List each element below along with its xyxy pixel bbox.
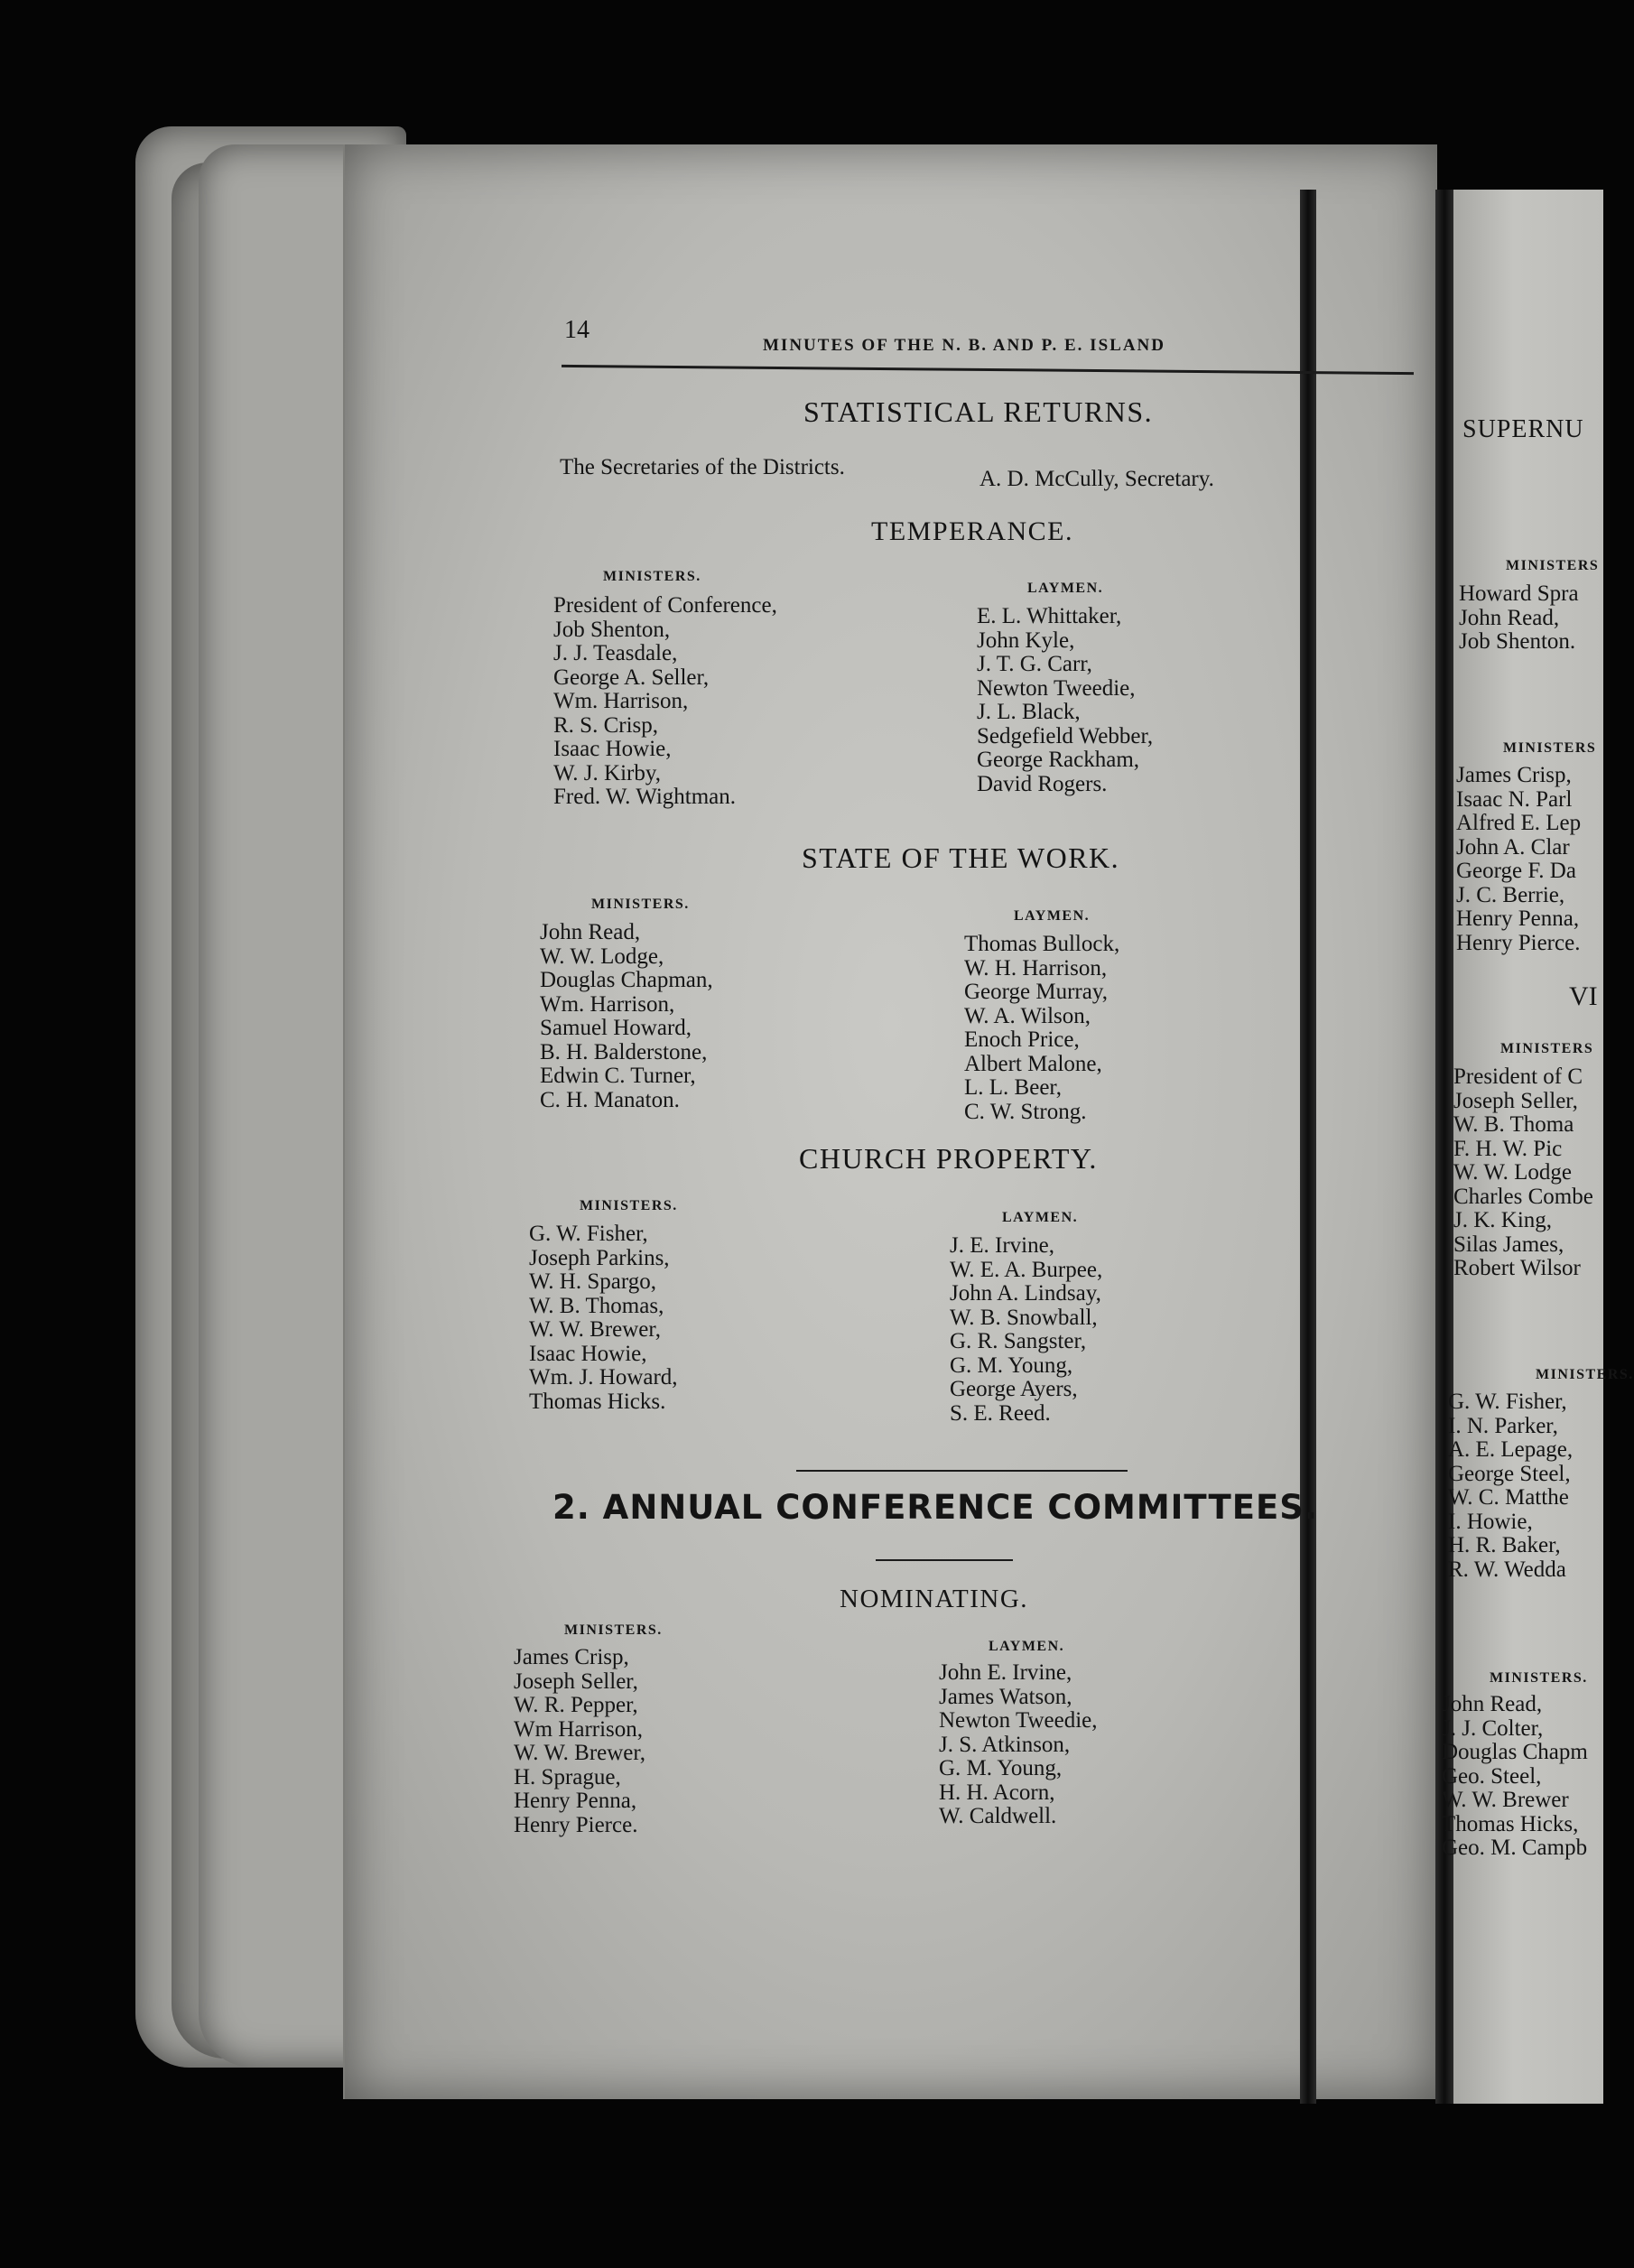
list-item: Douglas Chapman,: [540, 968, 713, 992]
right-page-list-5: [1442, 1693, 1588, 1861]
list-item: George Murray,: [964, 980, 1108, 1004]
list-item: Newton Tweedie,: [939, 1708, 1098, 1733]
list-item: R. W. Wedda: [1448, 1557, 1566, 1582]
list-item: G. W. Fisher,: [1448, 1390, 1567, 1414]
list-item: H. Sprague,: [514, 1764, 621, 1789]
right-page-heading-1: SUPERNU: [1462, 415, 1584, 443]
list-item: Geo. M. Campb: [1442, 1836, 1588, 1860]
list-item: John Kyle,: [977, 627, 1075, 653]
list-item: G. M. Young,: [939, 1756, 1063, 1780]
list-item: J. J. Teasdale,: [553, 641, 678, 665]
list-item: F. H. W. Pic: [1453, 1136, 1563, 1161]
list-item: G. R. Sangster,: [950, 1329, 1087, 1353]
nominating-heading: NOMINATING.: [840, 1585, 1029, 1613]
state-of-work-ministers-list: [540, 921, 713, 1112]
list-item: W. C. Matthe: [1448, 1485, 1569, 1510]
list-item: Wm. J. Howard,: [529, 1365, 678, 1390]
list-item: E. L. Whittaker,: [977, 604, 1122, 628]
list-item: John Read,: [1442, 1692, 1543, 1716]
list-item: Joseph Parkins,: [529, 1245, 670, 1270]
list-item: Robert Wilsor: [1453, 1256, 1581, 1280]
list-item: W. W. Brewer,: [514, 1741, 645, 1765]
list-item: G. W. Fisher,: [529, 1222, 648, 1246]
list-item: James Crisp,: [514, 1645, 629, 1669]
temperance-laymen-label: LAYMEN.: [1027, 581, 1104, 596]
list-item: W. B. Thoma: [1453, 1112, 1574, 1137]
list-item: J. K. King,: [1453, 1208, 1553, 1232]
right-page-label-3: MINISTERS: [1500, 1041, 1594, 1056]
list-item: W. H. Harrison,: [964, 955, 1108, 981]
list-item: James Watson,: [939, 1684, 1072, 1709]
list-item: W. W. Brewer,: [529, 1317, 661, 1342]
right-page-list-2: [1456, 764, 1581, 955]
right-page-heading-2: VI: [1569, 981, 1598, 1011]
page-number: 14: [564, 316, 590, 344]
list-item: Thomas Bullock,: [964, 932, 1120, 956]
list-item: W. Caldwell.: [939, 1804, 1057, 1828]
list-item: Alfred E. Lep: [1456, 811, 1582, 835]
running-title: MINUTES OF THE N. B. AND P. E. ISLAND: [763, 336, 1165, 355]
list-item: I. Howie,: [1448, 1509, 1533, 1534]
list-item: Joseph Seller,: [1453, 1088, 1578, 1113]
temperance-ministers-label: MINISTERS.: [603, 569, 701, 584]
title-underline: [876, 1559, 1013, 1561]
gutter: [1300, 190, 1316, 2104]
list-item: J. J. Colter,: [1442, 1715, 1544, 1741]
temperance-heading: TEMPERANCE.: [871, 516, 1074, 546]
list-item: Henry Pierce.: [1456, 930, 1581, 955]
list-item: J. C. Berrie,: [1456, 882, 1565, 907]
list-item: W. E. A. Burpee,: [950, 1257, 1103, 1282]
temperance-laymen-list: [977, 605, 1153, 796]
list-item: J. L. Black,: [977, 700, 1081, 724]
list-item: Howard Spra: [1459, 581, 1579, 606]
list-item: Sedgefield Webber,: [977, 723, 1154, 748]
list-item: John Read,: [540, 920, 641, 944]
list-item: Joseph Seller,: [514, 1668, 638, 1694]
list-item: W. H. Spargo,: [529, 1269, 656, 1294]
list-item: Thomas Hicks.: [529, 1389, 666, 1414]
list-item: John Read,: [1459, 605, 1560, 630]
page-left: [343, 144, 1437, 2099]
list-item: J. T. G. Carr,: [977, 652, 1092, 676]
list-item: David Rogers.: [977, 771, 1108, 796]
list-item: Isaac N. Parl: [1456, 786, 1573, 812]
list-item: J. E. Irvine,: [950, 1233, 1054, 1258]
list-item: Isaac Howie,: [553, 737, 672, 761]
church-property-laymen-label: LAYMEN.: [1002, 1210, 1079, 1225]
right-page-label-5: MINISTERS.: [1490, 1670, 1588, 1686]
list-item: C. H. Manaton.: [540, 1087, 680, 1112]
list-item: Henry Pierce.: [514, 1812, 638, 1837]
list-item: President of C: [1453, 1064, 1583, 1089]
right-page-list-1: [1459, 582, 1579, 655]
list-item: Geo. Steel,: [1442, 1763, 1542, 1789]
list-item: Charles Combe: [1453, 1184, 1593, 1209]
list-item: John A. Clar: [1456, 834, 1570, 860]
right-page-label-1: MINISTERS: [1506, 558, 1600, 573]
state-of-work-ministers-label: MINISTERS.: [591, 897, 690, 912]
right-page-label-2: MINISTERS: [1503, 740, 1597, 756]
section-rule: [796, 1470, 1128, 1472]
list-item: Job Shenton.: [1459, 629, 1576, 654]
list-item: G. M. Young,: [950, 1352, 1073, 1378]
state-of-work-laymen-label: LAYMEN.: [1014, 908, 1091, 924]
list-item: W. B. Snowball,: [950, 1305, 1098, 1330]
list-item: Thomas Hicks,: [1442, 1811, 1579, 1836]
list-item: R. S. Crisp,: [553, 712, 659, 738]
list-item: Albert Malone,: [964, 1051, 1102, 1076]
nominating-ministers-label: MINISTERS.: [564, 1622, 663, 1638]
church-property-laymen-list: [950, 1234, 1102, 1426]
list-item: Isaac Howie,: [529, 1341, 647, 1366]
right-page-label-4: MINISTERS.: [1536, 1367, 1634, 1382]
right-page-list-3: [1453, 1065, 1593, 1281]
list-item: James Crisp,: [1456, 763, 1572, 787]
list-item: B. H. Balderstone,: [540, 1039, 708, 1064]
list-item: H. H. Acorn,: [939, 1780, 1055, 1805]
list-item: George A. Seller,: [553, 665, 710, 690]
list-item: W. W. Lodge: [1453, 1160, 1573, 1185]
list-item: Samuel Howard,: [540, 1016, 692, 1040]
list-item: S. E. Reed.: [950, 1400, 1051, 1426]
list-item: George Rackham,: [977, 748, 1140, 772]
list-item: W. W. Lodge,: [540, 943, 664, 969]
list-item: W. A. Wilson,: [964, 1003, 1091, 1028]
list-item: Silas James,: [1453, 1232, 1564, 1257]
church-property-heading: CHURCH PROPERTY.: [799, 1142, 1098, 1175]
list-item: John E. Irvine,: [939, 1660, 1072, 1685]
list-item: Newton Tweedie,: [977, 675, 1136, 701]
list-item: George F. Da: [1456, 859, 1576, 883]
list-item: A. E. Lepage,: [1448, 1437, 1574, 1462]
list-item: Fred. W. Wightman.: [553, 785, 737, 809]
state-of-work-heading: STATE OF THE WORK.: [802, 841, 1120, 874]
nominating-ministers-list: [514, 1646, 645, 1837]
right-page-list-4: [1448, 1390, 1573, 1582]
statistical-returns-left: The Secretaries of the Districts.: [560, 455, 845, 479]
list-item: L. L. Beer,: [964, 1075, 1062, 1100]
nominating-laymen-label: LAYMEN.: [989, 1639, 1065, 1654]
list-item: John A. Lindsay,: [950, 1281, 1101, 1306]
list-item: W. W. Brewer: [1442, 1788, 1569, 1812]
statistical-returns-right: A. D. McCully, Secretary.: [979, 467, 1214, 491]
list-item: W. J. Kirby,: [553, 760, 661, 785]
church-property-ministers-list: [529, 1222, 678, 1414]
list-item: Wm. Harrison,: [540, 991, 675, 1017]
list-item: Douglas Chapm: [1442, 1740, 1588, 1764]
list-item: I. N. Parker,: [1448, 1413, 1558, 1438]
list-item: Edwin C. Turner,: [540, 1064, 696, 1088]
statistical-returns-heading: STATISTICAL RETURNS.: [803, 395, 1154, 428]
list-item: H. R. Baker,: [1448, 1533, 1561, 1557]
list-item: Wm. Harrison,: [553, 689, 689, 713]
list-item: Wm Harrison,: [514, 1716, 644, 1742]
list-item: Henry Penna,: [1456, 906, 1580, 931]
list-item: C. W. Strong.: [964, 1099, 1087, 1124]
nominating-laymen-list: [939, 1661, 1098, 1829]
list-item: Henry Penna,: [514, 1789, 637, 1813]
temperance-ministers-list: [553, 594, 777, 810]
list-item: George Steel,: [1448, 1461, 1571, 1486]
list-item: Enoch Price,: [964, 1027, 1080, 1052]
church-property-ministers-label: MINISTERS.: [580, 1198, 678, 1213]
list-item: President of Conference,: [553, 593, 777, 618]
list-item: W. B. Thomas,: [529, 1293, 664, 1318]
list-item: J. S. Atkinson,: [939, 1732, 1071, 1757]
state-of-work-laymen-list: [964, 933, 1119, 1124]
list-item: George Ayers,: [950, 1377, 1078, 1401]
annual-committees-title: 2. ANNUAL CONFERENCE COMMITTEES.: [552, 1488, 1319, 1527]
list-item: W. R. Pepper,: [514, 1693, 638, 1717]
list-item: Job Shenton,: [553, 617, 671, 642]
